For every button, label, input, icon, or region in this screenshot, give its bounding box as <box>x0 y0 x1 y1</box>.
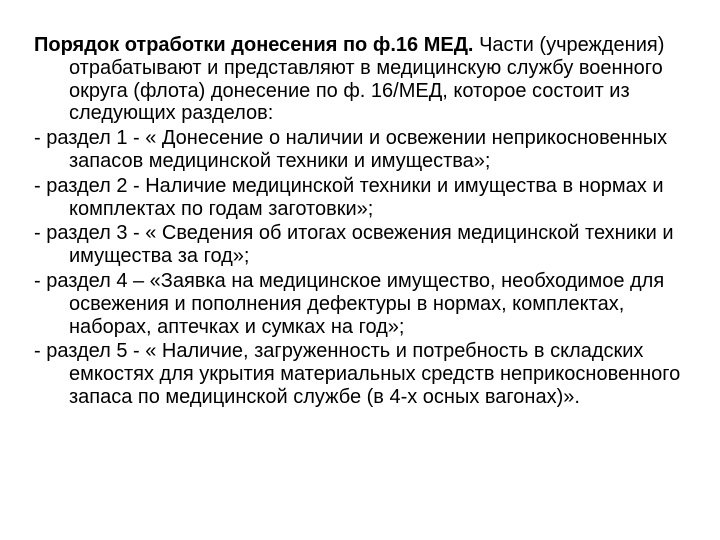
section-3-item: - раздел 3 - « Сведения об итогах освежения медицинской техники и имущества за год»; <box>34 222 674 268</box>
slide-body <box>34 34 694 411</box>
intro-paragraph <box>34 34 694 125</box>
intro-text: Части (учреждения) отрабатывают и представляют в медицинскую службу военного округа (флота) донесение по ф. 16/МЕД, которое состоит из следующих разделов: <box>69 34 665 125</box>
section-1-item: - раздел 1 - « Донесение о наличии и освежении неприкосновенных запасов медицинской техники и имущества»; <box>34 127 668 172</box>
heading: Порядок отработки донесения по ф.16 МЕД. <box>34 34 474 56</box>
section-5-item: - раздел 5 - « Наличие, загруженность и потребность в складских емкостях для укрытия материальных средств неприкосновенного запаса по медицинской службе (в 4-х осных вагонах)». <box>34 340 681 408</box>
section-2-item: - раздел 2 - Наличие медицинской техники и имущества в нормах и комплектах по годам заготовки»; <box>34 174 664 220</box>
section-4-item: - раздел 4 – «Заявка на медицинское имущество, необходимое для освежения и пополнения дефектуры в нормах, комплектах, наборах, аптечках и сумках на год»; <box>34 269 665 338</box>
